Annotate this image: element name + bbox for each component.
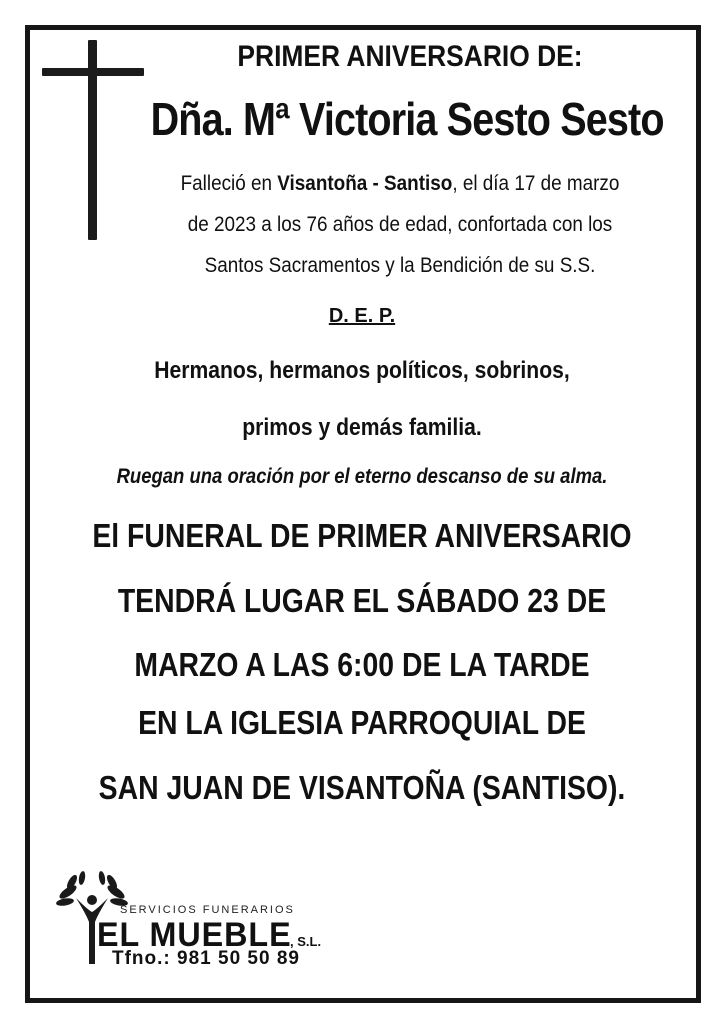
funeral-line-4: EN LA IGLESIA PARROQUIAL DE	[138, 704, 586, 741]
family-line-1: Hermanos, hermanos políticos, sobrinos,	[154, 357, 570, 384]
death-place: Visantoña - Santiso	[277, 172, 453, 195]
prayer-line: Ruegan una oración por el eterno descanso de su alma.	[116, 465, 608, 488]
logo-suffix: , S.L.	[290, 934, 322, 949]
death-line-1	[148, 172, 652, 196]
death-line-1-text: Falleció en Visantoña - Santiso, el día 17 de marzo	[180, 172, 620, 195]
funeral-home-logo	[50, 868, 370, 978]
funeral-line-5: SAN JUAN DE VISANTOÑA (SANTISO).	[98, 769, 626, 806]
logo-brand: EL MUEBLE	[97, 916, 292, 954]
funeral-line-3: MARZO A LAS 6:00 DE LA TARDE	[134, 646, 590, 683]
death-line-3: Santos Sacramentos y la Bendición de su S.S.	[204, 254, 596, 277]
logo-tagline: SERVICIOS FUNERARIOS	[120, 904, 295, 916]
funeral-line-2: TENDRÁ LUGAR EL SÁBADO 23 DE	[117, 582, 607, 619]
deceased-name: Dña. Mª Victoria Sesto Sesto	[150, 93, 664, 145]
death-line-2: de 2023 a los 76 años de edad, confortada con los	[187, 213, 613, 236]
notice-heading: PRIMER ANIVERSARIO DE:	[237, 40, 583, 73]
funeral-line-1: El FUNERAL DE PRIMER ANIVERSARIO	[92, 517, 632, 554]
family-line-2: primos y demás familia.	[242, 414, 482, 441]
logo-phone: Tfno.: 981 50 50 89	[112, 948, 300, 969]
dep-label: D. E. P.	[328, 305, 396, 327]
